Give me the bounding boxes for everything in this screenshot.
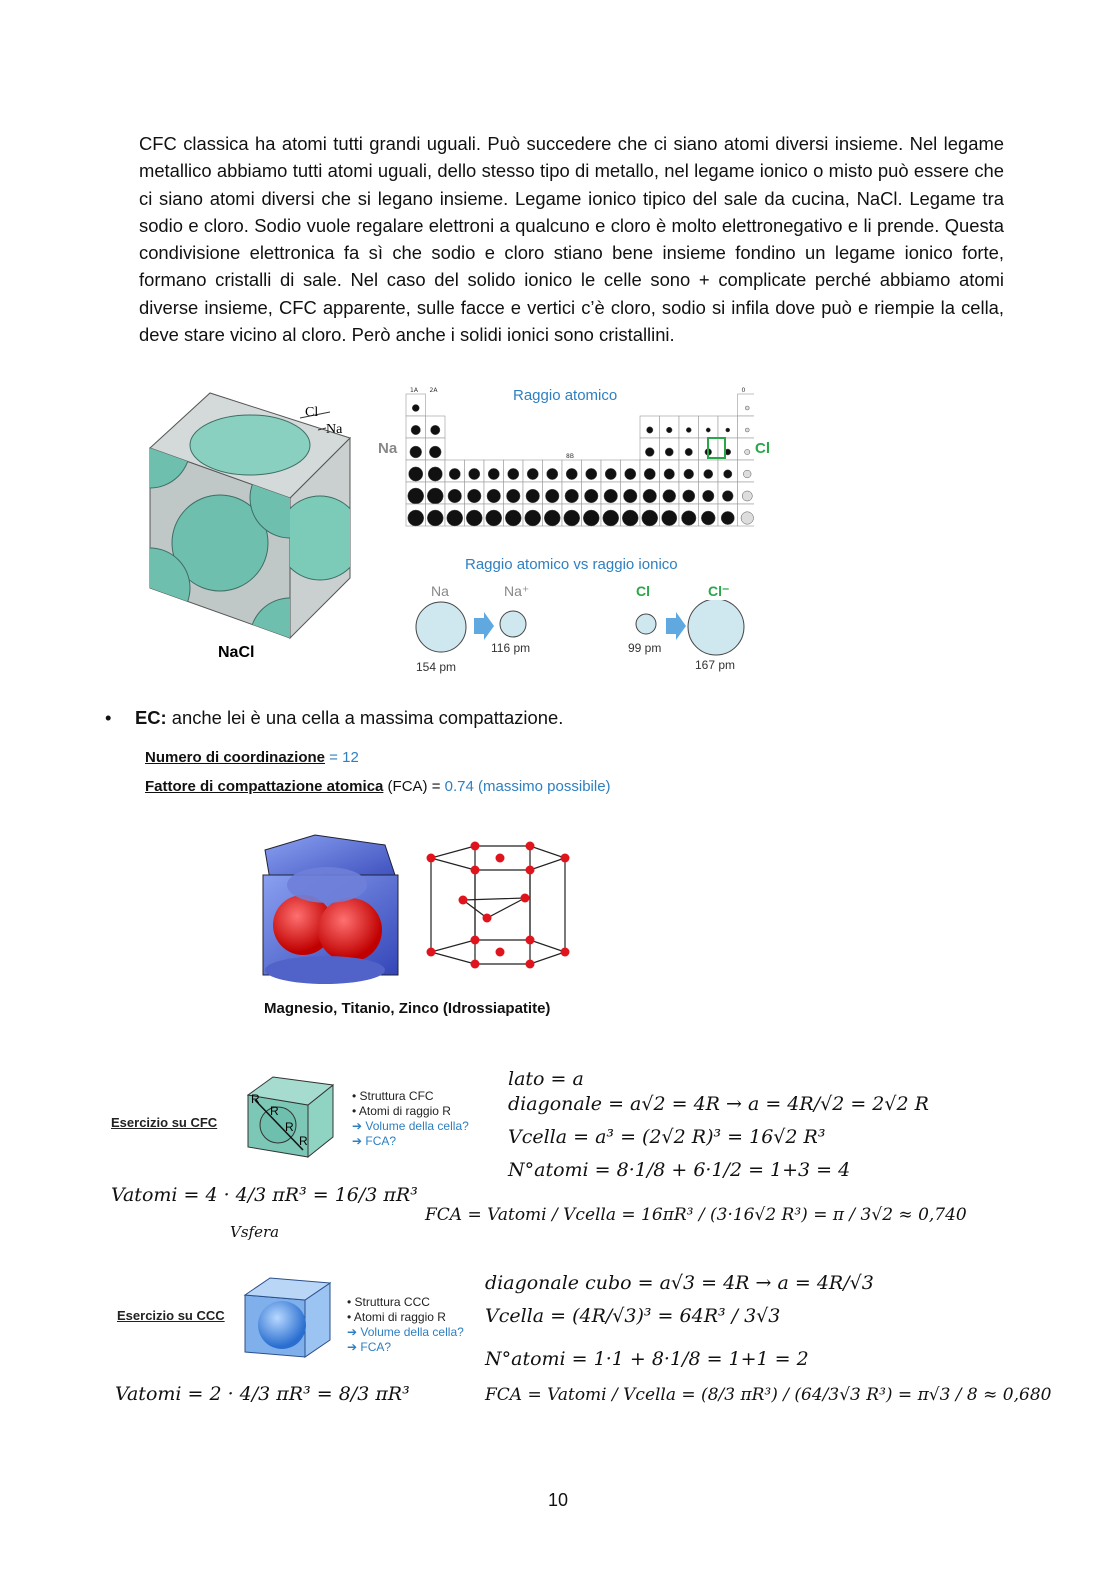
pt-atom-dot (721, 511, 734, 524)
pt-atom-dot (644, 468, 655, 479)
pt-atom-dot (622, 510, 638, 526)
ec-bullet (105, 707, 563, 729)
pt-atom-dot (408, 510, 424, 526)
pt-atom-dot (706, 428, 710, 432)
bullet-dot: • (105, 707, 112, 728)
fca-value: 0.74 (massimo possibile) (444, 778, 611, 795)
ion-cl-minus-label: Cl⁻ (708, 583, 730, 599)
cfc-hw-5: Vsfera (230, 1223, 280, 1241)
pt-group-label: 8B (566, 453, 574, 460)
pt-grid (404, 380, 754, 530)
pt-atom-dot (665, 448, 673, 456)
r-na: 154 pm (416, 660, 457, 674)
pt-atom-dot (505, 510, 521, 526)
r-label-1: R (251, 1092, 260, 1106)
pt-atom-dot (486, 510, 502, 526)
nacl-cube-illustration (140, 378, 380, 668)
pt-atom-dot (526, 489, 540, 503)
pt-atom-dot (527, 468, 538, 479)
pt-cell (679, 416, 699, 438)
pt-atom-dot (469, 468, 480, 479)
pt-atom-dot (429, 446, 441, 458)
pt-atom-dot (666, 427, 672, 433)
pt-cell (738, 394, 755, 416)
cube-na-label: Na (326, 422, 343, 437)
fca-paren: (FCA) = (383, 778, 445, 795)
pt-atom-dot (586, 468, 597, 479)
ionic-title: Raggio atomico vs raggio ionico (465, 556, 678, 573)
pt-atom-dot (508, 468, 519, 479)
hcp-3d-illustration (255, 830, 405, 990)
pt-cell (699, 416, 719, 438)
pt-atom-dot (664, 469, 675, 480)
pt-na-label: Na (378, 440, 398, 457)
ex-cfc-title: Esercizio su CFC (111, 1115, 218, 1130)
pt-atom-dot (605, 468, 616, 479)
hcp-caption: Magnesio, Titanio, Zinco (Idrossiapatite) (264, 1000, 551, 1017)
fca-line (145, 778, 611, 795)
coord-eq: = (325, 749, 343, 766)
pt-atom-dot (487, 489, 501, 503)
ion-cl-label: Cl (636, 583, 650, 599)
ex-ccc-link-1: ➔ FCA? (347, 1340, 392, 1354)
pt-atom-dot (726, 428, 730, 432)
pt-atom-dot (447, 510, 463, 526)
cfc-hw-0: lato = a (508, 1068, 584, 1090)
ionic-radius-panel (410, 552, 770, 677)
pt-cl-label: Cl (755, 440, 770, 457)
pt-atom-dot (662, 510, 677, 525)
pt-title: Raggio atomico (513, 387, 618, 404)
cfc-hw-2: Vcella = a³ = (2√2 R)³ = 16√2 R³ (508, 1126, 826, 1148)
pt-atom-dot (427, 510, 443, 526)
ex-cfc-link-0: ➔ Volume della cella? (352, 1119, 469, 1133)
pt-atom-dot (565, 489, 579, 503)
pt-atom-dot (544, 510, 560, 526)
pt-cell (738, 416, 755, 438)
pt-atom-dot (431, 425, 440, 434)
pt-atom-dot (412, 405, 419, 412)
r-label-3: R (285, 1120, 294, 1134)
cfc-hw-4: Vatomi = 4 · 4/3 πR³ = 16/3 πR³ (111, 1184, 418, 1206)
pt-atom-dot (663, 490, 676, 503)
pt-atom-dot (642, 510, 658, 526)
pt-atom-dot (604, 489, 618, 503)
ex-cfc-list (352, 1089, 469, 1149)
pt-atom-dot (488, 468, 499, 479)
pt-atom-dot (645, 448, 654, 457)
ex-ccc-cube (240, 1275, 335, 1360)
periodic-table-snippet (378, 380, 778, 530)
pt-atom-dot (603, 510, 619, 526)
pt-cell (718, 416, 738, 438)
pt-atom-dot (467, 489, 481, 503)
coord-label: Numero di coordinazione (145, 749, 326, 766)
hcp-wireframe (425, 840, 575, 975)
ex-ccc-item-1: • Atomi di raggio R (347, 1310, 446, 1324)
cfc-hw-1: diagonale = a√2 = 4R → a = 4R/√2 = 2√2 R (508, 1093, 929, 1115)
pt-atom-dot (684, 469, 694, 479)
pt-atom-dot (408, 488, 424, 504)
pt-atom-dot (566, 468, 577, 479)
r-label-4: R (299, 1134, 308, 1148)
pt-group-label: 1A (410, 387, 418, 394)
ccc-hw-4: FCA = Vatomi / Vcella = (8/3 πR³) / (64/3√3 R³) = π√3 / 8 ≈ 0,680 (485, 1385, 1052, 1405)
pt-atom-dot (584, 489, 598, 503)
coord-value: 12 (342, 749, 359, 766)
nacl-caption: NaCl (218, 644, 255, 661)
r-label-2: R (270, 1104, 279, 1118)
pt-atom-dot (564, 510, 580, 526)
pt-atom-dot (428, 467, 442, 481)
fca-label: Fattore di compattazione atomica (145, 778, 384, 795)
pt-atom-dot (704, 469, 713, 478)
pt-atom-dot (683, 490, 695, 502)
ex-ccc-title: Esercizio su CCC (117, 1308, 225, 1323)
ex-ccc-item-0: • Struttura CCC (347, 1295, 430, 1309)
pt-atom-dot (448, 489, 462, 503)
pt-group-label: 2A (429, 387, 438, 394)
ex-cfc-item-0: • Struttura CFC (352, 1089, 434, 1103)
ccc-hw-3: Vatomi = 2 · 4/3 πR³ = 8/3 πR³ (115, 1383, 410, 1405)
pt-atom-dot (466, 510, 482, 526)
pt-atom-dot (410, 446, 422, 458)
ec-head: EC: (135, 707, 167, 728)
ccc-hw-2: N°atomi = 1·1 + 8·1/8 = 1+1 = 2 (485, 1348, 809, 1370)
ion-na-label: Na (431, 583, 449, 599)
ex-ccc-list (347, 1295, 464, 1355)
r-cl-minus: 167 pm (695, 658, 736, 672)
ex-cfc-cube (243, 1075, 338, 1160)
pt-cell (738, 438, 755, 460)
pt-atom-dot (745, 428, 749, 432)
pt-atom-dot (409, 467, 423, 481)
pt-atom-dot (525, 510, 541, 526)
pt-atom-dot (701, 511, 715, 525)
pt-atom-dot (643, 489, 657, 503)
ion-na-plus-label: Na⁺ (504, 583, 530, 599)
pt-atom-dot (686, 428, 691, 433)
pt-group-label: 0 (741, 387, 746, 394)
ex-cfc-item-1: • Atomi di raggio R (352, 1104, 451, 1118)
pt-atom-dot (724, 470, 732, 478)
body-paragraph: CFC classica ha atomi tutti grandi uguali. Può succedere che ci siano atomi diversi insieme. Nel legame metallico abbiamo tutti atomi uguali, dello stesso tipo di metallo, nel legame ionico o misto può essere che ci siano atomi diversi che si legano insieme. Legame ionico tipico del sale da cucina, NaCl. Legame tra sodio e cloro. Sodio vuole regalare elettroni a qualcuno e cloro è molto elettronegativo e li prende. Questa condivisione elettronica fa sì che sodio e cloro stiano bene insieme fondino un legame ionico forte, formano cristalli di sale. Nel caso del solido ionico le celle sono + complicate perché abbiamo atomi diverse insieme, CFC apparente, sulle facce e vertici c’è cloro, sodio si infila dove può e riempie la cella, deve stare vicino al cloro. Però anche i solidi ionici sono cristallini. (139, 133, 1004, 346)
pt-atom-dot (703, 490, 715, 502)
cube-cl-label: Cl (305, 405, 319, 420)
pt-atom-dot (742, 491, 752, 501)
pt-atom-dot (685, 448, 692, 455)
coord-line (145, 749, 359, 766)
page-number: 10 (547, 1490, 569, 1510)
pt-atom-dot (623, 489, 637, 503)
ex-ccc-link-0: ➔ Volume della cella? (347, 1325, 464, 1339)
pt-atom-dot (411, 425, 420, 434)
pt-atom-dot (741, 512, 754, 525)
ion-spheres (410, 600, 770, 660)
cfc-hw-6: FCA = Vatomi / Vcella = 16πR³ / (3·16√2 R³) = π / 3√2 ≈ 0,740 (425, 1205, 967, 1225)
pt-atom-dot (427, 488, 443, 504)
r-cl: 99 pm (628, 641, 662, 655)
pt-atom-dot (681, 511, 696, 526)
pt-atom-dot (647, 427, 653, 433)
ccc-hw-0: diagonale cubo = a√3 = 4R → a = 4R/√3 (485, 1272, 874, 1294)
pt-atom-dot (745, 449, 750, 454)
cfc-hw-3: N°atomi = 8·1/8 + 6·1/2 = 1+3 = 4 (508, 1159, 851, 1181)
pt-atom-dot (743, 470, 751, 478)
pt-atom-dot (722, 491, 733, 502)
pt-atom-dot (449, 468, 460, 479)
ccc-hw-1: Vcella = (4R/√3)³ = 64R³ / 3√3 (485, 1305, 781, 1327)
pt-atom-dot (547, 468, 558, 479)
pt-atom-dot (545, 489, 559, 503)
pt-atom-dot (745, 406, 749, 410)
ex-cfc-link-1: ➔ FCA? (352, 1134, 397, 1148)
r-na-plus: 116 pm (491, 641, 531, 655)
ec-text: anche lei è una cella a massima compattazione. (166, 707, 564, 728)
pt-atom-dot (583, 510, 599, 526)
pt-atom-dot (506, 489, 520, 503)
pt-atom-dot (625, 468, 636, 479)
